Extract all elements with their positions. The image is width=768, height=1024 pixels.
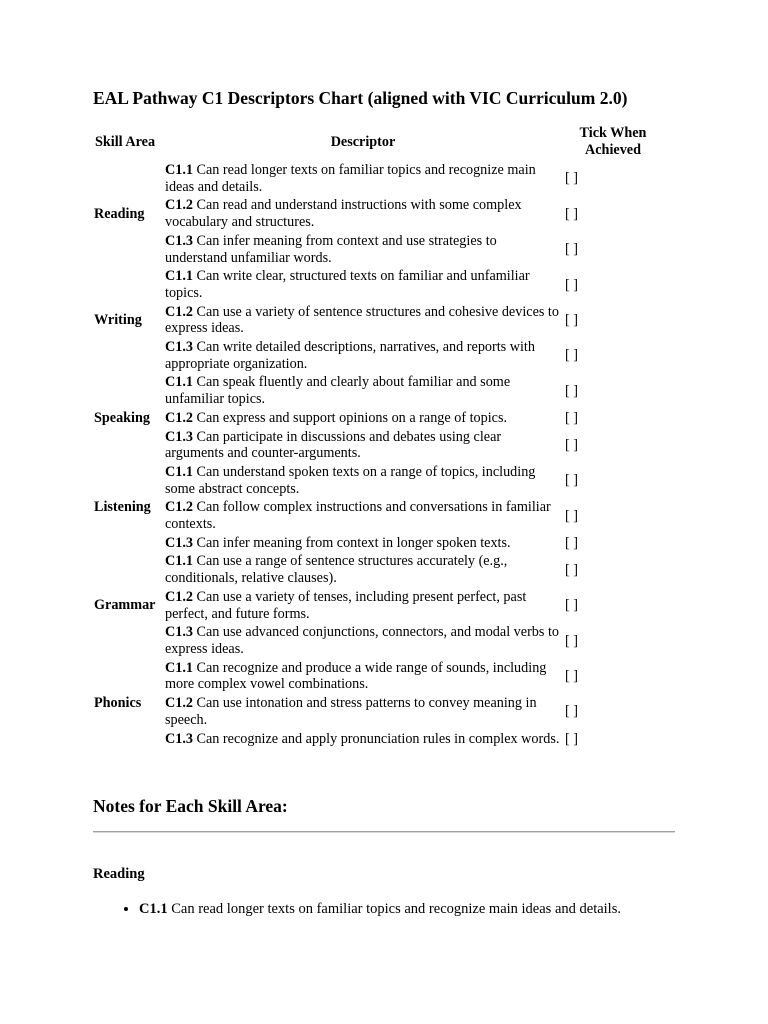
descriptor-text: Can infer meaning from context and use strategies to understand unfamiliar words.	[165, 232, 497, 266]
table-row	[91, 534, 663, 553]
header-descriptor: Descriptor	[330, 133, 396, 150]
tick-checkbox[interactable]: [ ]	[565, 561, 578, 578]
descriptor-text: Can use advanced conjunctions, connectors, and modal verbs to express ideas.	[165, 624, 559, 657]
tick-checkbox[interactable]: [ ]	[565, 205, 578, 222]
table-row	[91, 373, 663, 408]
tick-checkbox[interactable]: [ ]	[565, 276, 578, 293]
descriptor-code: C1.1	[165, 553, 193, 570]
table-row	[91, 232, 663, 267]
table-row	[91, 694, 663, 729]
table-row	[91, 552, 663, 587]
skill-area-writing: Writing	[94, 311, 142, 328]
tick-checkbox[interactable]: [ ]	[565, 436, 578, 453]
descriptor-text: Can understand spoken texts on a range of topics, including some abstract concepts.	[165, 463, 536, 497]
descriptor-text: Can read and understand instructions with some complex vocabulary and structures.	[165, 197, 522, 231]
notes-divider	[93, 831, 675, 833]
descriptor-text: Can speak fluently and clearly about familiar and some unfamiliar topics.	[165, 374, 511, 408]
descriptor-text: Can use a variety of sentence structures and cohesive devices to express ideas.	[165, 303, 559, 337]
skill-area-speaking: Speaking	[94, 409, 150, 426]
header-tick-when-achieved: Tick When Achieved	[579, 125, 647, 158]
table-row	[91, 588, 663, 623]
notes-section-reading-list	[93, 899, 739, 919]
descriptor-code: C1.3	[165, 339, 193, 356]
descriptor-code: C1.3	[165, 232, 193, 249]
skill-area-reading: Reading	[94, 205, 145, 222]
descriptor-cell	[163, 303, 563, 338]
descriptor-code: C1.2	[165, 499, 193, 516]
descriptor-text: Can write clear, structured texts on familiar and unfamiliar topics.	[165, 268, 530, 301]
descriptor-cell	[163, 588, 563, 623]
tick-checkbox[interactable]: [ ]	[565, 703, 578, 720]
table-body	[91, 161, 663, 748]
descriptor-code: C1.1	[165, 268, 193, 285]
descriptor-cell	[163, 267, 563, 302]
descriptor-text: Can follow complex instructions and conversations in familiar contexts.	[165, 499, 551, 533]
page-title: EAL Pathway C1 Descriptors Chart (aligned with VIC Curriculum 2.0)	[93, 88, 628, 108]
descriptor-text: Can express and support opinions on a range of topics.	[192, 409, 508, 426]
tick-checkbox[interactable]: [ ]	[565, 472, 578, 489]
descriptor-cell	[163, 463, 563, 498]
table-row	[91, 161, 663, 196]
tick-checkbox[interactable]: [ ]	[565, 347, 578, 364]
descriptor-code: C1.2	[165, 197, 193, 214]
table-row	[91, 498, 663, 533]
descriptor-cell	[163, 161, 563, 196]
descriptor-text: Can read longer texts on familiar topics and recognize main ideas and details.	[165, 162, 536, 195]
tick-checkbox[interactable]: [ ]	[565, 534, 578, 551]
descriptor-cell	[163, 338, 563, 373]
tick-checkbox[interactable]: [ ]	[565, 730, 578, 747]
descriptor-cell	[163, 232, 563, 267]
descriptor-cell	[163, 730, 563, 749]
descriptor-code: C1.3	[165, 624, 193, 641]
descriptor-text: Can use intonation and stress patterns to convey meaning in speech.	[165, 695, 537, 728]
descriptor-code: C1.1	[165, 162, 193, 178]
descriptor-text: Can recognize and produce a wide range of sounds, including more complex vowel combinations.	[165, 659, 547, 693]
descriptor-code: C1.1	[165, 374, 193, 391]
descriptor-text: Can use a range of sentence structures accurately (e.g., conditionals, relative clauses).	[165, 553, 508, 587]
tick-checkbox[interactable]: [ ]	[565, 311, 578, 328]
table-header-row	[91, 123, 663, 161]
descriptor-cell	[163, 552, 563, 587]
descriptor-cell	[163, 623, 563, 658]
table-row	[91, 409, 663, 428]
tick-checkbox[interactable]: [ ]	[565, 409, 578, 426]
descriptor-cell	[163, 659, 563, 694]
table-row	[91, 196, 663, 231]
tick-checkbox[interactable]: [ ]	[565, 668, 578, 685]
descriptor-code: C1.1	[139, 901, 168, 917]
descriptor-code: C1.2	[165, 303, 193, 320]
descriptor-code: C1.2	[165, 409, 193, 426]
descriptor-cell	[163, 428, 563, 463]
descriptor-text: Can read longer texts on familiar topics and recognize main ideas and details.	[167, 901, 621, 917]
descriptor-code: C1.2	[165, 695, 193, 712]
descriptor-code: C1.1	[165, 659, 193, 676]
descriptor-code: C1.3	[165, 730, 193, 747]
skill-area-grammar: Grammar	[94, 597, 156, 614]
tick-checkbox[interactable]: [ ]	[565, 507, 578, 524]
descriptors-table	[91, 123, 663, 748]
descriptor-text: Can participate in discussions and debates using clear arguments and counter-arguments.	[165, 428, 502, 462]
list-item	[139, 899, 739, 919]
tick-checkbox[interactable]: [ ]	[565, 632, 578, 649]
table-row	[91, 428, 663, 463]
descriptor-text: Can use a variety of tenses, including present perfect, past perfect, and future forms.	[165, 588, 527, 622]
tick-checkbox[interactable]: [ ]	[565, 241, 578, 258]
descriptor-cell	[163, 694, 563, 729]
skill-area-phonics: Phonics	[94, 695, 142, 712]
table-row	[91, 303, 663, 338]
descriptor-cell	[163, 373, 563, 408]
descriptor-text: Can infer meaning from context in longer spoken texts.	[192, 534, 511, 551]
tick-checkbox[interactable]: [ ]	[565, 170, 578, 187]
skill-area-listening: Listening	[94, 499, 151, 516]
descriptor-cell	[163, 498, 563, 533]
descriptor-text: Can recognize and apply pronunciation rules in complex words.	[192, 730, 560, 747]
table-row	[91, 463, 663, 498]
descriptor-code: C1.2	[165, 588, 193, 605]
notes-heading: Notes for Each Skill Area:	[93, 796, 288, 816]
table-row	[91, 267, 663, 302]
table-row	[91, 659, 663, 694]
table-row	[91, 730, 663, 749]
notes-section-reading-title: Reading	[93, 866, 145, 882]
table-row	[91, 338, 663, 373]
table-row	[91, 623, 663, 658]
tick-checkbox[interactable]: [ ]	[565, 597, 578, 614]
header-skill-area: Skill Area	[95, 133, 156, 150]
descriptor-cell	[163, 196, 563, 231]
descriptor-code: C1.3	[165, 534, 193, 551]
descriptor-cell	[163, 534, 563, 553]
descriptor-text: Can write detailed descriptions, narratives, and reports with appropriate organization.	[165, 339, 535, 372]
descriptor-code: C1.1	[165, 463, 193, 480]
tick-checkbox[interactable]: [ ]	[565, 382, 578, 399]
descriptor-code: C1.3	[165, 428, 193, 445]
descriptor-cell	[163, 409, 563, 428]
